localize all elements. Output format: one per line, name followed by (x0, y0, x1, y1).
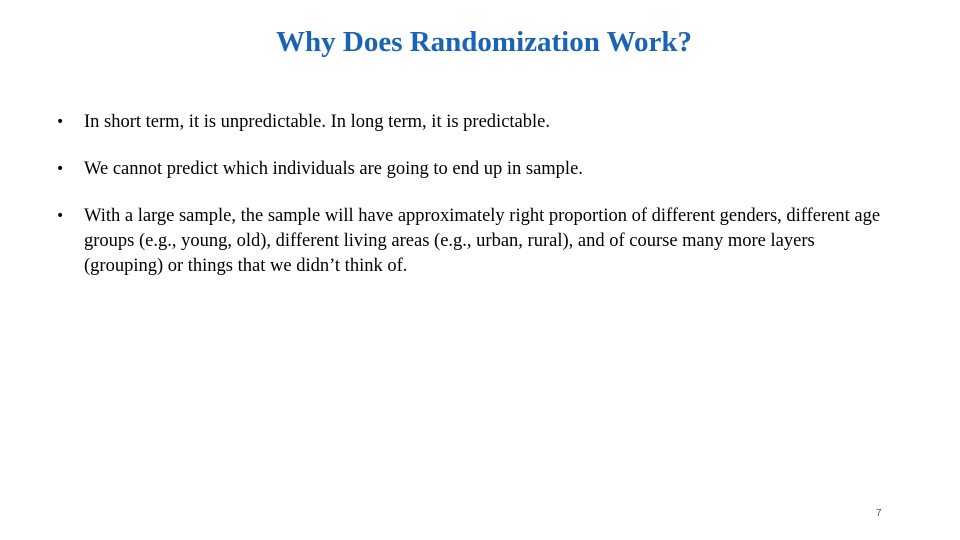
bullet-icon: • (56, 208, 65, 224)
bullet-text: With a large sample, the sample will have approximately right proportion of different genders, different age groups (e.g., young, old), different living areas (e.g., urban, rural), and of course many more layers (grouping) or things that we didn’t think of. (84, 206, 881, 276)
bullet-text: In short term, it is unpredictable. In long term, it is predictable. (84, 112, 550, 132)
page-number: 7 (876, 508, 882, 519)
bullet-icon: • (56, 114, 65, 130)
bullet-list (56, 110, 886, 301)
slide-title: Why Does Randomization Work? (276, 26, 692, 58)
bullet-icon: • (56, 161, 65, 177)
bullet-text: We cannot predict which individuals are going to end up in sample. (84, 159, 583, 179)
bullet-item (56, 110, 886, 135)
bullet-item (56, 157, 886, 182)
bullet-item (56, 204, 886, 279)
